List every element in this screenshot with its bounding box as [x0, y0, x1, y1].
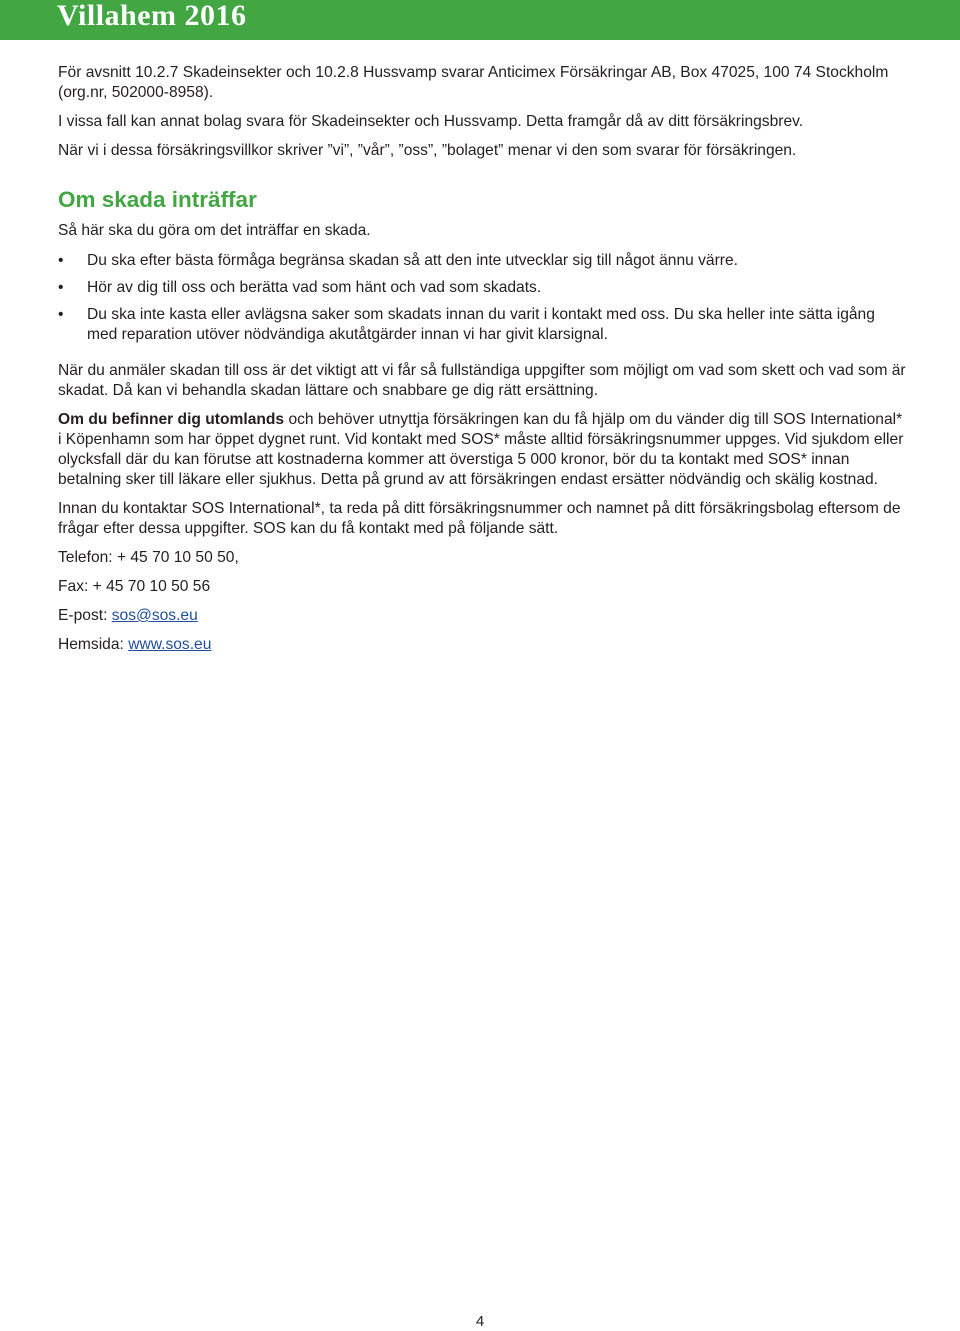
abroad-lead: Om du befinner dig utomlands: [58, 411, 285, 428]
email-label: E-post:: [58, 607, 112, 624]
list-item-text: Du ska inte kasta eller avlägsna saker som skadats innan du varit i kontakt med oss. Du ska heller inte sätta igång med reparation utöver nödvändiga akutåtgärder innan vi har givit klarsignal.: [87, 306, 875, 343]
document-body: [58, 63, 906, 655]
email-link[interactable]: sos@sos.eu: [111, 607, 198, 624]
list-item-text: Du ska efter bästa förmåga begränsa skadan så att den inte utvecklar sig till något ännu värre.: [87, 252, 738, 269]
list-item: [58, 278, 906, 298]
fax-line: Fax: + 45 70 10 50 56: [58, 578, 211, 595]
bullet-icon: •: [58, 279, 64, 296]
phone-line: Telefon: + 45 70 10 50 50,: [58, 549, 239, 566]
section-heading: Om skada inträffar: [58, 187, 257, 212]
list-item: [58, 305, 906, 345]
intro-paragraph-1: För avsnitt 10.2.7 Skadeinsekter och 10.2.8 Hussvamp svarar Anticimex Försäkringar AB, Box 47025, 100 74 Stockholm (org.nr, 502000-8958).: [58, 64, 889, 101]
bullet-icon: •: [58, 306, 64, 323]
instruction-list: [58, 251, 906, 345]
section-subtitle: Så här ska du göra om det inträffar en skada.: [58, 222, 371, 239]
report-paragraph: När du anmäler skadan till oss är det viktigt att vi får så fullständiga uppgifter som möjligt om vad som skett och vad som är skadat. Då kan vi behandla skadan lättare och snabbare ge dig rätt ersättning.: [58, 362, 906, 399]
contact-paragraph: Innan du kontaktar SOS International*, ta reda på ditt försäkringsnummer och namnet på ditt försäkringsbolag eftersom de frågar efter dessa uppgifter. SOS kan du få kontakt med på följande sätt.: [58, 500, 901, 537]
bullet-icon: •: [58, 252, 64, 269]
email-line: [58, 606, 906, 626]
abroad-paragraph: [58, 410, 906, 490]
intro-paragraph-2: I vissa fall kan annat bolag svara för Skadeinsekter och Hussvamp. Detta framgår då av ditt försäkringsbrev.: [58, 113, 804, 130]
intro-paragraph-3: När vi i dessa försäkringsvillkor skriver ”vi”, ”vår”, ”oss”, ”bolaget” menar vi den som svarar för försäkringen.: [58, 142, 797, 159]
page-number: 4: [475, 1313, 485, 1330]
abroad-text: och behöver utnyttja försäkringen kan du få hjälp om du vänder dig till SOS International* i Köpenhamn som har öppet dygnet runt. Vid kontakt med SOS* måste alltid försäkringsnummer uppges. Vid sjukdom eller olycksfall där du kan förutse att kostnaderna kommer att överstiga 5 000 kronor, bör du ta kontakt med SOS* innan betalning sker till läkare eller sjukhus. Detta på grund av att försäkringen endast ersätter nödvändig och skälig kostnad.: [58, 411, 904, 488]
list-item: [58, 251, 906, 271]
list-item-text: Hör av dig till oss och berätta vad som hänt och vad som skadats.: [87, 279, 542, 296]
website-label: Hemsida:: [58, 636, 129, 653]
page-title: Villahem 2016: [57, 0, 247, 32]
website-link[interactable]: www.sos.eu: [128, 636, 212, 653]
website-line: [58, 635, 906, 655]
